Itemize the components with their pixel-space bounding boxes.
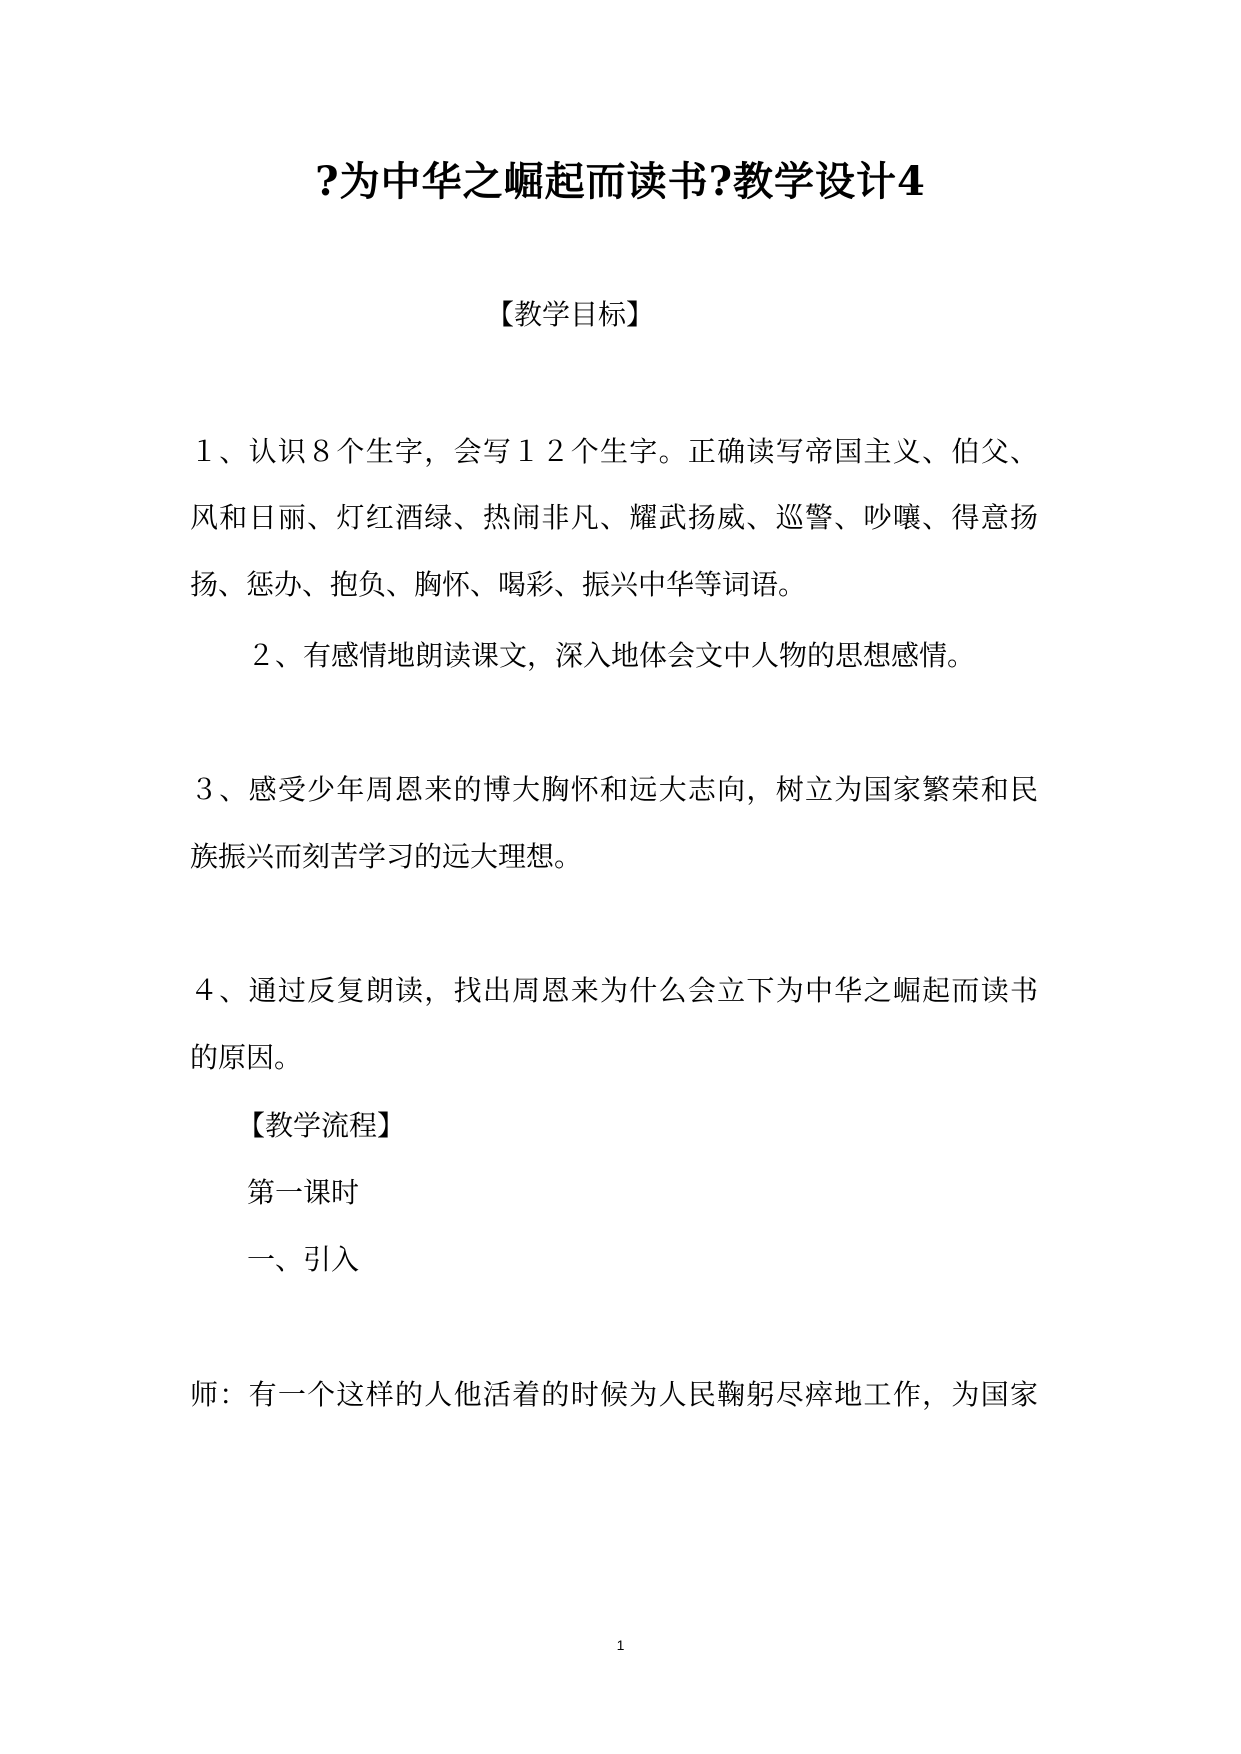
objective-1-line-3: 扬、惩办、抱负、胸怀、喝彩、振兴中华等词语。 [190, 568, 807, 601]
lesson-label: 第一课时 [247, 1176, 360, 1209]
objective-3-line-1: ３、感受少年周恩来的博大胸怀和远大志向，树立为国家繁荣和民 [190, 773, 1038, 806]
page-number: 1 [616, 1637, 625, 1653]
objective-4-line-1: ４、通过反复朗读，找出周恩来为什么会立下为中华之崛起而读书 [190, 974, 1038, 1007]
step-intro-heading: 一、引入 [247, 1243, 360, 1276]
section-heading-objectives: 【教学目标】 [486, 298, 655, 331]
objective-3-line-2: 族振兴而刻苦学习的远大理想。 [190, 840, 583, 873]
section-heading-process: 【教学流程】 [237, 1109, 406, 1142]
teacher-line: 师：有一个这样的人他活着的时候为人民鞠躬尽瘁地工作，为国家 [190, 1378, 1038, 1411]
objective-1-line-2: 风和日丽、灯红酒绿、热闹非凡、耀武扬威、巡警、吵嚷、得意扬 [190, 501, 1038, 534]
objective-4-line-2: 的原因。 [190, 1041, 303, 1074]
objective-2: ２、有感情地朗读课文，深入地体会文中人物的思想感情。 [247, 639, 976, 672]
document-title: ?为中华之崛起而读书?教学设计4 [315, 158, 926, 205]
objective-1-line-1: １、认识８个生字，会写１２个生字。正确读写帝国主义、伯父、 [190, 435, 1038, 468]
